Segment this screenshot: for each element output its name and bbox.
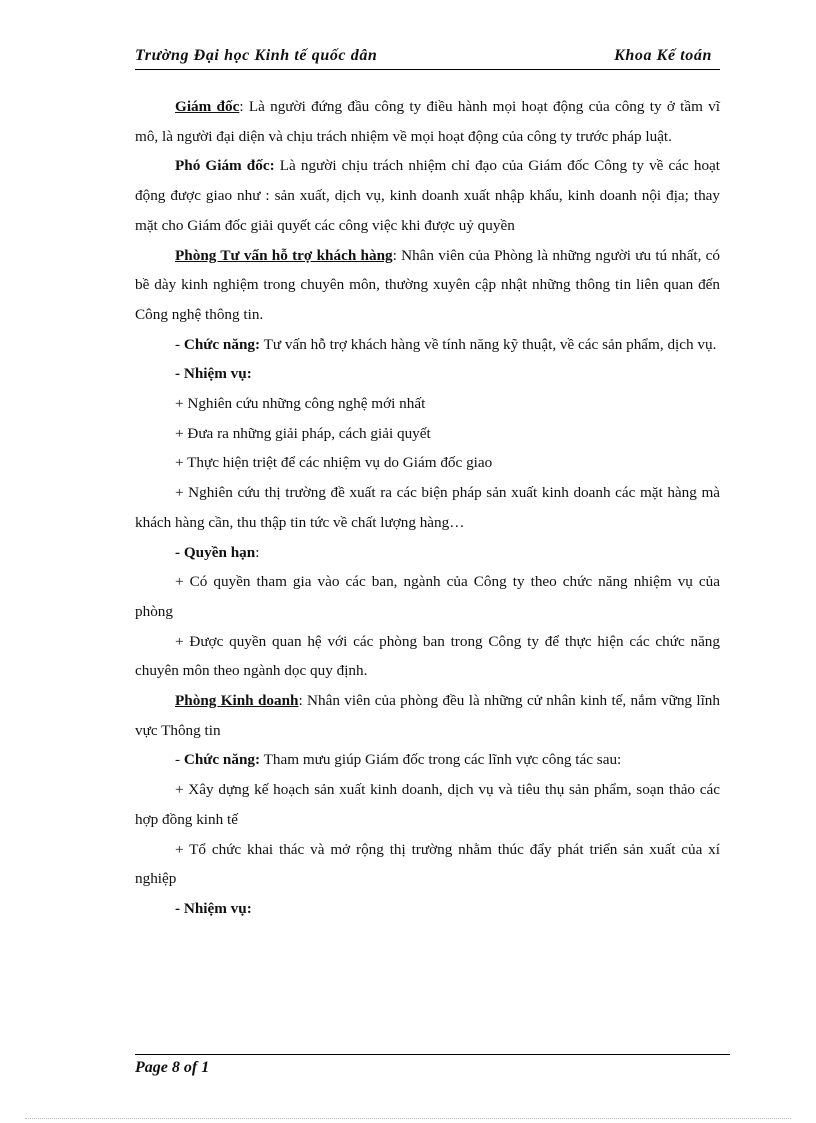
label-support-duties: - Nhiệm vụ: <box>175 365 252 383</box>
paragraph-support-rights <box>135 538 720 568</box>
page-header <box>135 45 720 70</box>
page-bottom-divider <box>25 1118 791 1119</box>
paragraph-deputy-director <box>135 151 720 240</box>
text-deputy-director: Là người chịu trách nhiệm chỉ đạo của Giám đốc Công ty về các hoạt động được giao như : sản xuất, dịch vụ, kinh doanh xuất nhập khẩu, kinh doanh nội địa; thay mặt cho Giám đốc giải quyết các công việc khi được uỷ quyền <box>135 157 720 234</box>
header-faculty: Khoa Kế toán <box>614 47 712 64</box>
document-body <box>135 92 720 924</box>
list-item: + Đưa ra những giải pháp, cách giải quyết <box>175 424 431 442</box>
term-support-dept: Phòng Tư vấn hỗ trợ khách hàng <box>175 246 393 264</box>
paragraph-support-duties <box>135 359 720 389</box>
paragraph-support-dept <box>135 241 720 330</box>
page-number: Page 8 of 1 <box>135 1059 210 1076</box>
list-item: + Xây dựng kế hoạch sản xuất kinh doanh, dịch vụ và tiêu thụ sản phẩm, soạn thảo các hợp đồng kinh tế <box>135 781 720 828</box>
paragraph-business-function <box>135 745 720 775</box>
list-item: + Được quyền quan hệ với các phòng ban trong Công ty để thực hiện các chức năng chuyên môn theo ngành dọc quy định. <box>135 632 720 680</box>
label-business-duties: - Nhiệm vụ: <box>175 899 252 917</box>
paragraph-support-function <box>135 330 720 360</box>
term-business-dept: Phòng Kinh doanh <box>175 692 299 710</box>
list-item: + Tổ chức khai thác và mở rộng thị trường nhằm thúc đẩy phát triển sản xuất của xí nghiệp <box>135 840 720 888</box>
paragraph-business-dept <box>135 686 720 745</box>
text-support-function: Tư vấn hỗ trợ khách hàng về tính năng kỹ thuật, về các sản phẩm, dịch vụ. <box>260 335 717 353</box>
list-item: + Nghiên cứu những công nghệ mới nhất <box>175 395 426 413</box>
paragraph-business-duties <box>135 894 720 924</box>
text-support-rights: : <box>255 543 260 561</box>
list-item: + Có quyền tham gia vào các ban, ngành của Công ty theo chức năng nhiệm vụ của phòng <box>135 573 720 620</box>
text-support-dept: : Nhân viên của Phòng là những người ưu tú nhất, có bề dày kinh nghiệm trong chuyên môn, thường xuyên cập nhật những thông tin liên quan đến Công nghệ thông tin. <box>135 246 720 323</box>
label-support-function: Chức năng: <box>183 335 261 353</box>
list-item: + Thực hiện triệt để các nhiệm vụ do Giám đốc giao <box>175 454 493 472</box>
prefix-business-function: - <box>175 751 184 769</box>
label-support-rights: - Quyền hạn <box>175 543 256 561</box>
text-director: : Là người đứng đầu công ty điều hành mọi hoạt động của công ty ở tầm vĩ mô, là người đại diện và chịu trách nhiệm về mọi hoạt động của công ty trước pháp luật. <box>135 98 720 145</box>
text-business-function: Tham mưu giúp Giám đốc trong các lĩnh vực công tác sau: <box>260 751 622 769</box>
prefix-support-function: - <box>175 335 184 353</box>
header-university: Trường Đại học Kinh tế quốc dân <box>135 47 378 64</box>
text-business-dept: : Nhân viên của phòng đều là những cử nhân kinh tế, nắm vững lĩnh vực Thông tin <box>135 692 720 739</box>
label-business-function: Chức năng: <box>183 751 261 769</box>
term-deputy-director: Phó Giám đốc: <box>175 157 275 175</box>
list-item: + Nghiên cứu thị trường đề xuất ra các biện pháp sản xuất kinh doanh các mặt hàng mà khách hàng cần, thu thập tin tức về chất lượng hàng… <box>135 484 720 531</box>
page-footer <box>135 1054 730 1076</box>
term-director: Giám đốc <box>175 98 240 115</box>
paragraph-director <box>135 92 720 151</box>
